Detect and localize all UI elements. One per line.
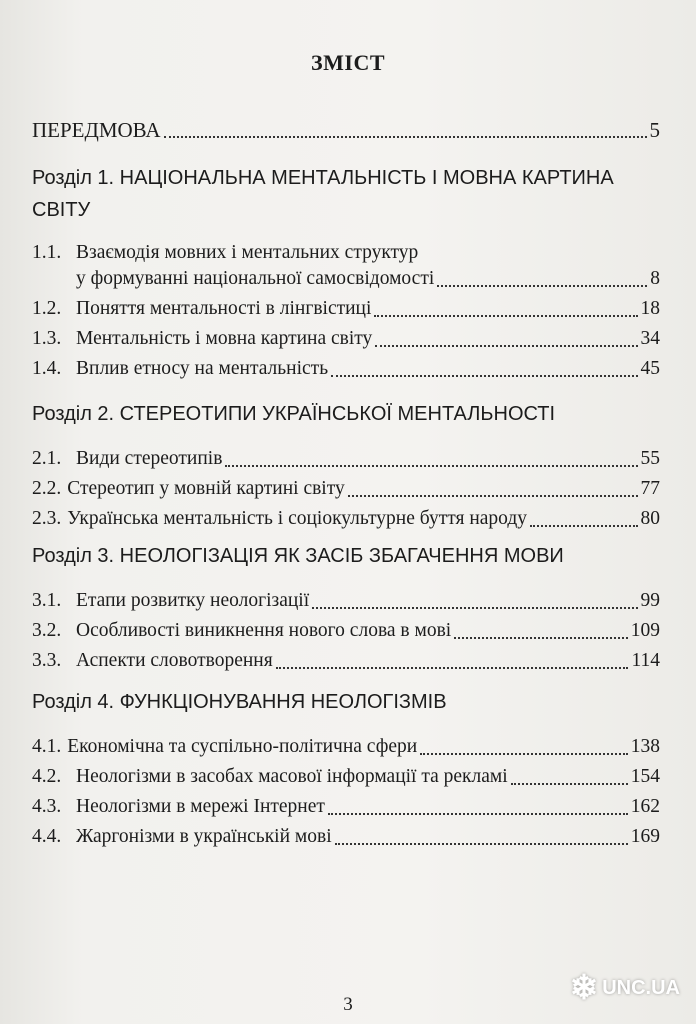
toc-entry-label: Взаємодія мовних і ментальних структур (76, 242, 419, 263)
dot-leader (331, 374, 637, 377)
toc-entry-label: Види стереотипів (76, 448, 223, 469)
toc-entry-number: 2.2. (32, 478, 62, 499)
toc-entry-page: 80 (640, 508, 660, 529)
dot-leader (375, 344, 637, 347)
dot-leader (164, 135, 647, 138)
section-heading-3: Розділ 3. НЕОЛОГІЗАЦІЯ ЯК ЗАСІБ ЗБАГАЧЕННЯ МОВИ (32, 545, 564, 567)
toc-entry-page: 34 (640, 328, 660, 349)
toc-entry-page: 114 (631, 650, 660, 671)
section-heading-2: Розділ 2. СТЕРЕОТИПИ УКРАЇНСЬКОЇ МЕНТАЛЬНОСТІ (32, 403, 556, 425)
section-heading-line: СВІТУ (32, 199, 91, 221)
toc-entry-page: 5 (649, 118, 660, 142)
toc-entry-number: 3.2. (32, 620, 62, 641)
toc-entry-label: у формуванні національної самосвідомості (76, 268, 435, 289)
toc-entry-page: 162 (630, 796, 660, 817)
dot-leader (454, 636, 628, 639)
toc-entry-label: ПЕРЕДМОВА (32, 118, 161, 142)
watermark-text: UNC.UA (602, 976, 680, 999)
toc-entry-number: 4.1. (32, 736, 62, 757)
toc-entry-page: 45 (640, 358, 660, 379)
toc-entry-number: 1.1. (32, 242, 62, 263)
toc-entry-label: Стереотип у мовній картині світу (67, 478, 345, 499)
toc-entry-number: 1.3. (32, 328, 62, 349)
toc-entry-page: 77 (640, 478, 660, 499)
toc-entry (32, 590, 660, 612)
toc-entry-page: 169 (630, 826, 660, 847)
toc-entry-label: Українська ментальність і соціокультурне буття народу (67, 508, 528, 529)
toc-entry (32, 328, 660, 350)
dot-leader (348, 494, 638, 497)
dot-leader (328, 812, 628, 815)
toc-entry-label: Етапи розвитку неологізації (76, 590, 310, 611)
toc-entry-number: 2.1. (32, 448, 62, 469)
dot-leader (335, 842, 628, 845)
dot-leader (530, 524, 637, 527)
toc-entry-page: 18 (640, 298, 660, 319)
dot-leader (511, 782, 628, 785)
toc-entry-page: 8 (650, 268, 660, 289)
toc-entry (32, 358, 660, 380)
toc-entry-label: Особливості виникнення нового слова в мові (76, 620, 452, 641)
section-heading-1 (32, 162, 652, 226)
page-title: ЗМІСТ (311, 50, 385, 75)
toc-entry (32, 298, 660, 320)
toc-entry (32, 620, 660, 642)
dot-leader (225, 464, 637, 467)
toc-entry-continuation (76, 268, 660, 290)
toc-entry-label: Неологізми в мережі Інтернет (76, 796, 325, 817)
toc-entry-number: 3.3. (32, 650, 62, 671)
toc-entry-number: 4.4. (32, 826, 62, 847)
toc-entry-page: 55 (640, 448, 660, 469)
page-number: 3 (343, 994, 353, 1015)
toc-entry-label: Аспекти словотворення (76, 650, 273, 671)
toc-entry-page: 138 (630, 736, 660, 757)
toc-entry-number: 4.2. (32, 766, 62, 787)
toc-entry (32, 650, 660, 672)
dot-leader (374, 314, 637, 317)
toc-entry (32, 766, 660, 788)
toc-entry (32, 736, 660, 758)
dot-leader (437, 284, 647, 287)
toc-entry-label: Поняття ментальності в лінгвістиці (76, 298, 372, 319)
snowflake-icon: ❄ (569, 969, 599, 1007)
section-heading-line: Розділ 1. НАЦІОНАЛЬНА МЕНТАЛЬНІСТЬ І МОВНА КАРТИНА (32, 167, 614, 189)
toc-entry (32, 508, 660, 530)
toc-entry (32, 796, 660, 818)
toc-entry-page: 109 (630, 620, 660, 641)
toc-entry-label: Жаргонізми в українській мові (76, 826, 332, 847)
toc-entry-page: 99 (640, 590, 660, 611)
toc-entry (32, 242, 660, 264)
toc-entry-label: Неологізми в засобах масової інформації та рекламі (76, 766, 508, 787)
toc-entry (32, 478, 660, 500)
section-heading-4: Розділ 4. ФУНКЦІОНУВАННЯ НЕОЛОГІЗМІВ (32, 691, 447, 713)
dot-leader (420, 752, 628, 755)
toc-entry-label: Економічна та суспільно-політична сфери (67, 736, 418, 757)
dot-leader (312, 606, 637, 609)
toc-entry-page: 154 (630, 766, 660, 787)
toc-entry-label: Вплив етносу на ментальність (76, 358, 329, 379)
toc-entry-preface (32, 118, 660, 143)
toc-entry (32, 826, 660, 848)
toc-entry (32, 448, 660, 470)
toc-entry-number: 3.1. (32, 590, 62, 611)
toc-entry-number: 2.3. (32, 508, 62, 529)
dot-leader (276, 666, 629, 669)
toc-entry-number: 4.3. (32, 796, 62, 817)
watermark (570, 968, 680, 1008)
toc-entry-label: Ментальність і мовна картина світу (76, 328, 373, 349)
toc-entry-number: 1.4. (32, 358, 62, 379)
toc-entry-number: 1.2. (32, 298, 62, 319)
